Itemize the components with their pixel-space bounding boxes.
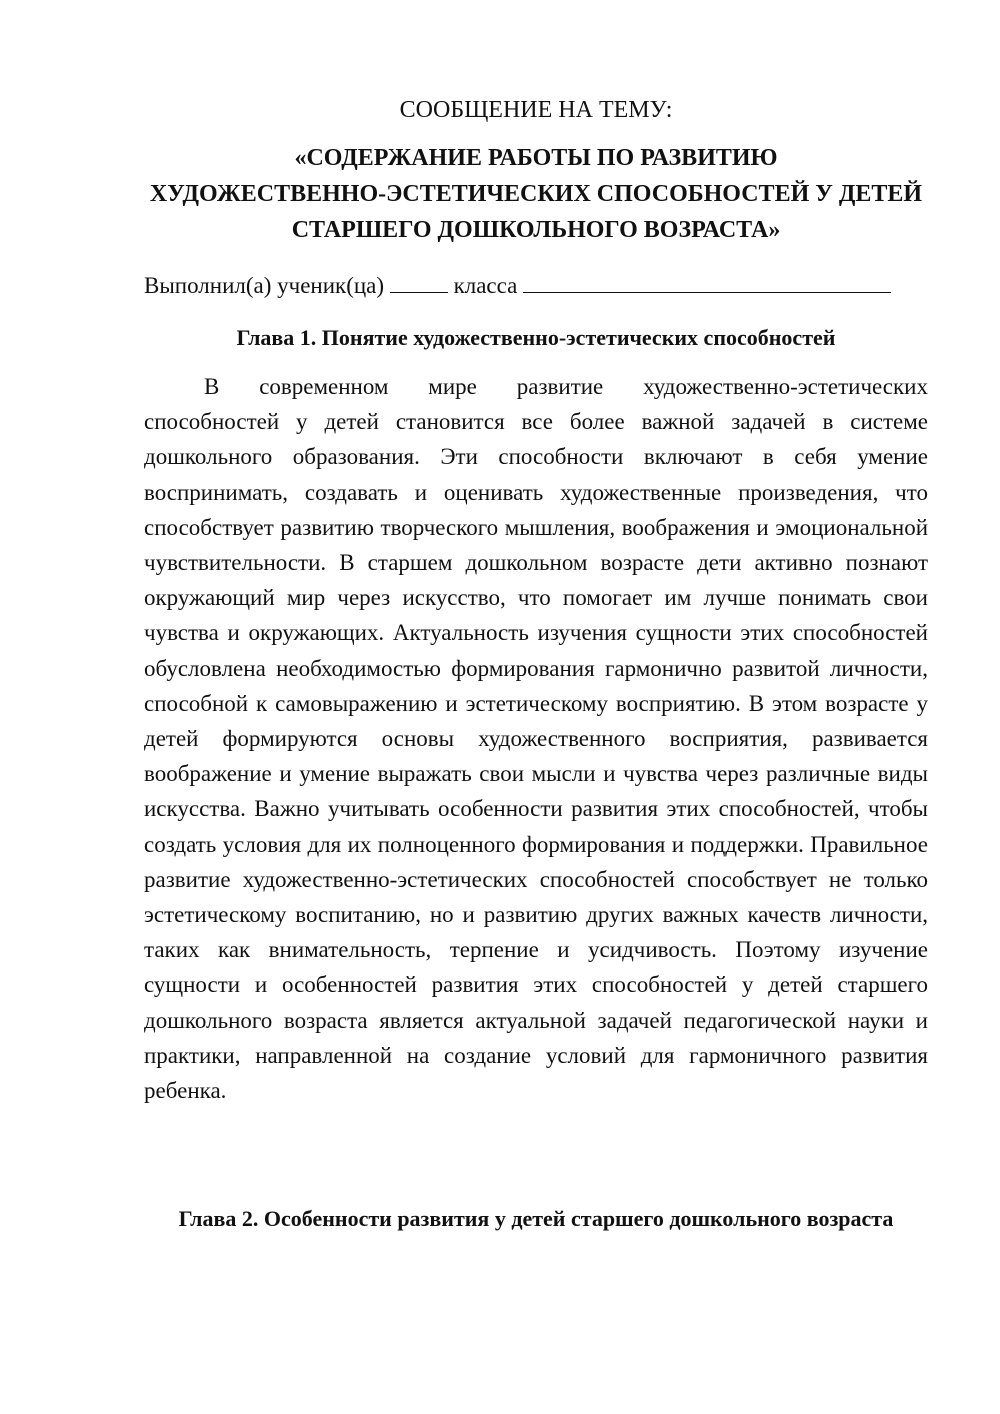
title-line: СТАРШЕГО ДОШКОЛЬНОГО ВОЗРАСТА» bbox=[291, 217, 781, 243]
chapter-1-paragraph: В современном мире развитие художественно-эстетических способностей у детей становится все более важной задачей в системе дошкольного образования. Эти способности включают в себя умение воспринимать, создавать и оценивать художественные произведения, что способствует развитию творческого мышления, воображения и эмоциональной чувствительности. В старшем дошкольном возрасте дети активно познают окружающий мир через искусство, что помогает им лучше понимать свои чувства и окружающих. Актуальность изучения сущности этих способностей обусловлена необходимостью формирования гармонично развитой личности, способной к самовыражению и эстетическому восприятию. В этом возрасте у детей формируются основы художественного восприятия, развивается воображение и умение выражать свои мысли и чувства через различные виды искусства. Важно учитывать особенности развития этих способностей, чтобы создать условия для их полноценного формирования и поддержки. Правильное развитие художественно-эстетических способностей способствует не только эстетическому воспитанию, но и развитию других важных качеств личности, таких как внимательность, терпение и усидчивость. Поэтому изучение сущности и особенностей развития этих способностей у детей старшего дошкольного возраста является актуальной задачей педагогической науки и практики, направленной на создание условий для гармоничного развития ребенка. bbox=[144, 374, 928, 1104]
signature-class-label: класса bbox=[453, 273, 518, 298]
title-line: «СОДЕРЖАНИЕ РАБОТЫ ПО РАЗВИТИЮ bbox=[294, 145, 778, 171]
topic-label: СООБЩЕНИЕ НА ТЕМУ: bbox=[399, 97, 673, 123]
title-line: ХУДОЖЕСТВЕННО-ЭСТЕТИЧЕСКИХ СПОСОБНОСТЕЙ У ДЕТЕЙ bbox=[149, 181, 923, 207]
class-blank bbox=[390, 268, 448, 293]
signature-line bbox=[144, 268, 934, 302]
document-title bbox=[140, 140, 932, 248]
signature-prefix: Выполнил(а) ученик(ца) bbox=[144, 273, 385, 298]
name-blank bbox=[523, 268, 891, 293]
chapter-2-heading: Глава 2. Особенности развития у детей старшего дошкольного возраста bbox=[178, 1206, 894, 1231]
chapter-1-heading: Глава 1. Понятие художественно-эстетических способностей bbox=[236, 325, 836, 350]
